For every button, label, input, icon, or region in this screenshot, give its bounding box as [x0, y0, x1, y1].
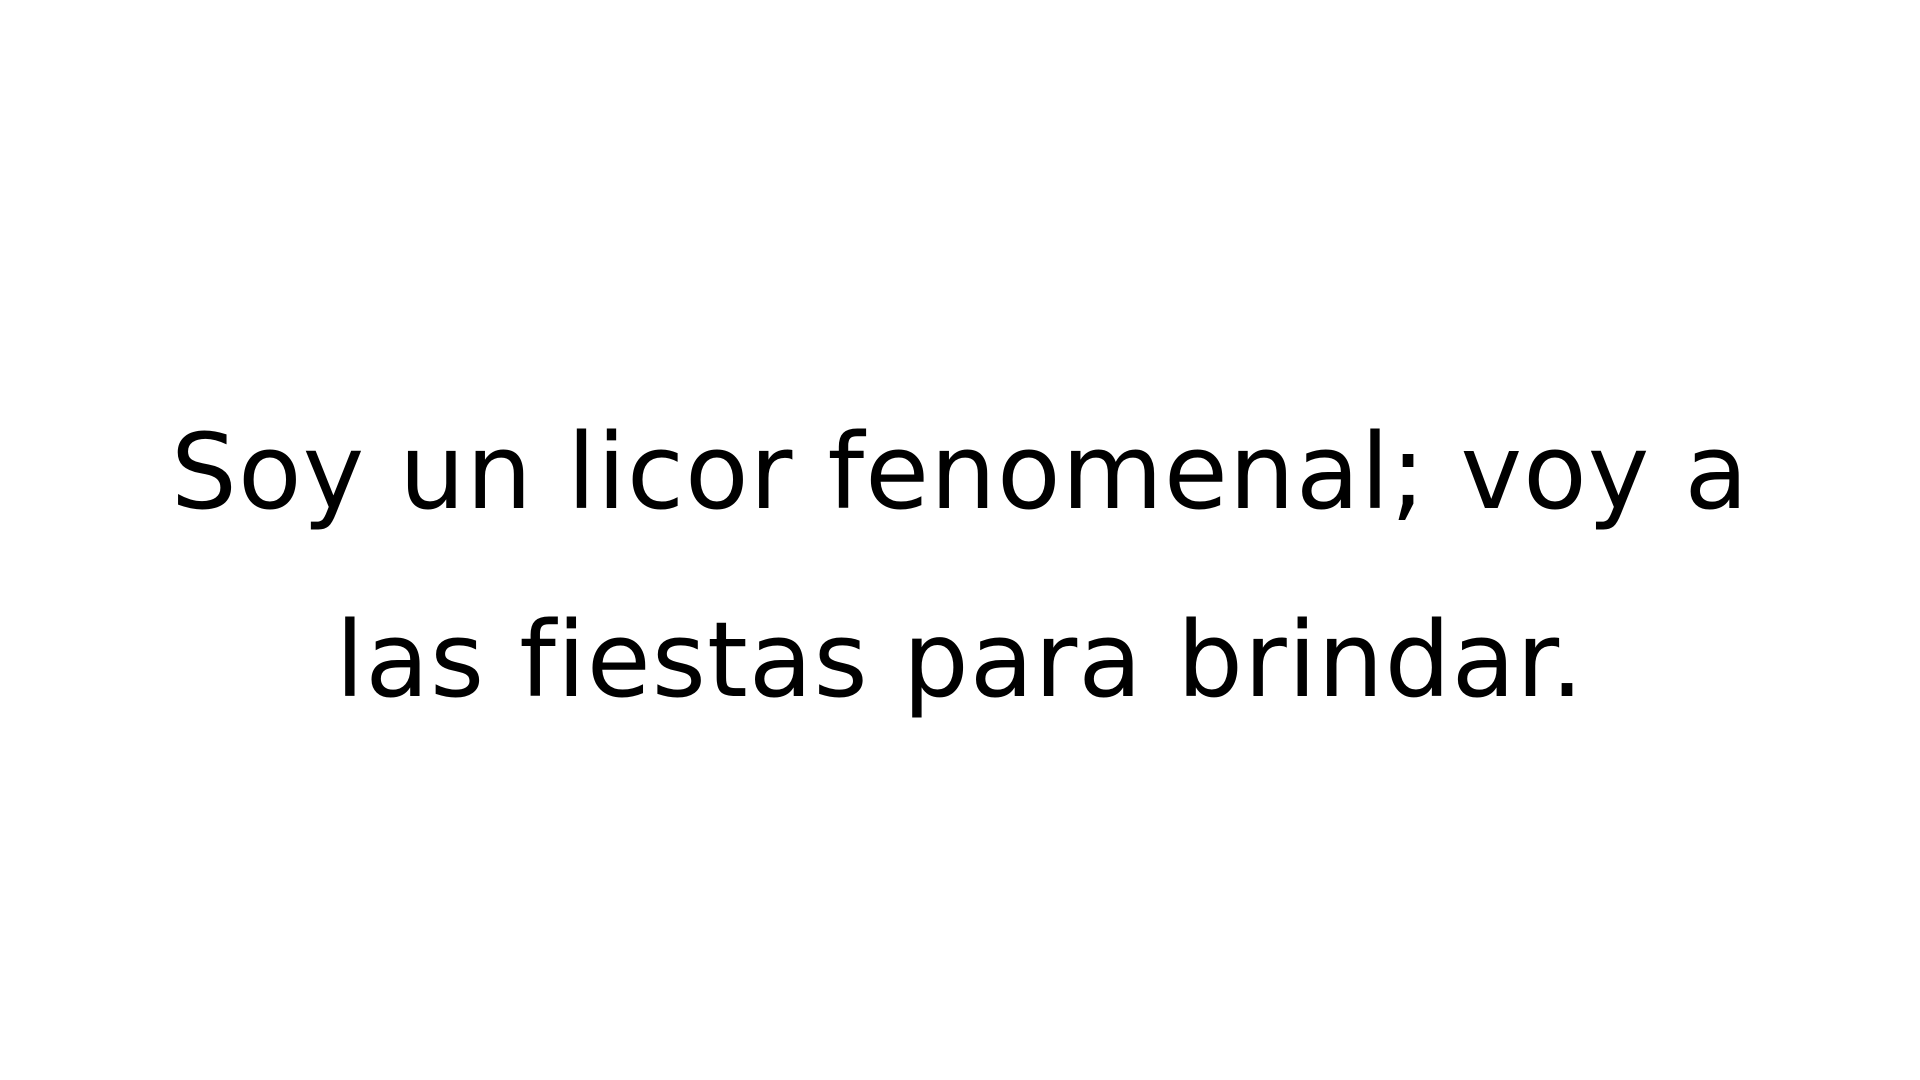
riddle-text [0, 378, 1920, 754]
riddle-line-2: las fiestas para brindar. [335, 599, 1585, 721]
riddle-line-1: Soy un licor fenomenal; voy a [170, 411, 1750, 533]
